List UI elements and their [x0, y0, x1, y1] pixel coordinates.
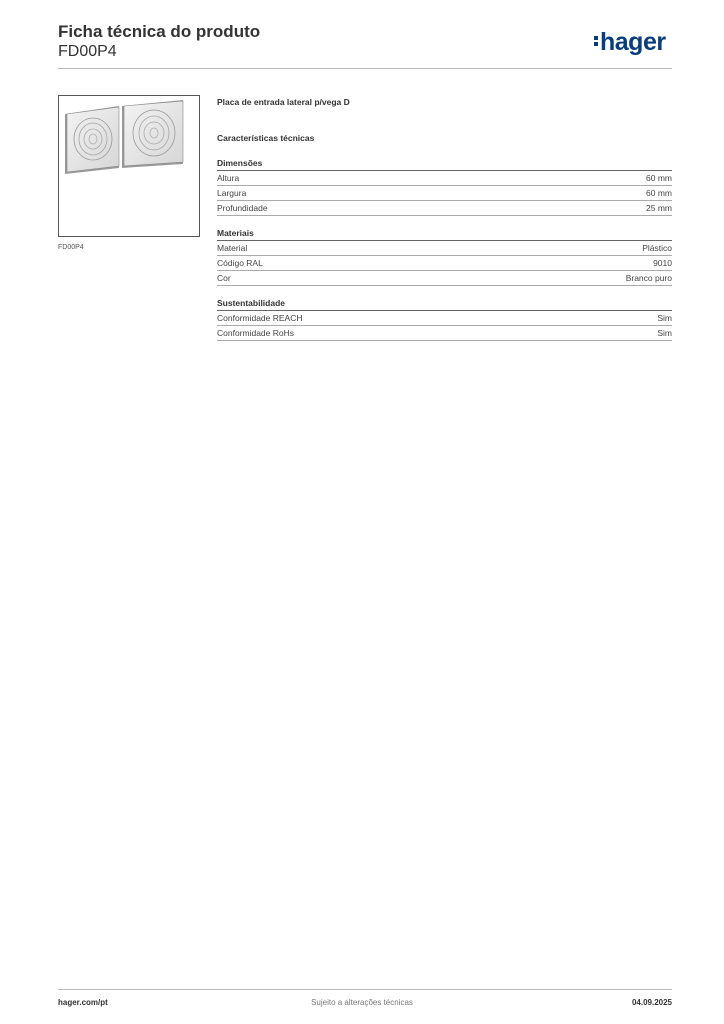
group-heading: Materiais: [217, 226, 672, 241]
spec-value: Branco puro: [625, 273, 672, 283]
spec-row: [217, 311, 672, 326]
hager-logo: [594, 27, 666, 57]
product-code: FD00P4: [58, 43, 117, 60]
cover-plates-illustration: [59, 96, 199, 236]
spec-row: [217, 171, 672, 186]
footer-website-link[interactable]: hager.com/pt: [58, 998, 108, 1007]
footer-divider: [58, 989, 672, 990]
group-heading: Sustentabilidade: [217, 296, 672, 311]
spec-row: [217, 271, 672, 286]
spec-value: 25 mm: [646, 203, 672, 213]
section-title: Características técnicas: [217, 133, 315, 143]
footer-date: 04.09.2025: [631, 998, 672, 1007]
spec-row: [217, 201, 672, 216]
left-plate: [65, 106, 119, 174]
spec-value: Sim: [657, 313, 672, 323]
product-name: Placa de entrada lateral p/vega D: [217, 97, 350, 107]
spec-value: Plástico: [642, 243, 672, 253]
header-divider: [58, 68, 672, 69]
spec-group-sustainability: [217, 296, 672, 341]
spec-row: [217, 326, 672, 341]
logo-dots-icon: [594, 34, 599, 48]
page-header: [58, 22, 260, 62]
spec-label: Código RAL: [217, 258, 263, 268]
group-heading: Dimensões: [217, 156, 672, 171]
spec-row: [217, 186, 672, 201]
document-title: Ficha técnica do produto: [58, 22, 261, 41]
spec-label: Conformidade RoHs: [217, 328, 295, 338]
spec-value: 9010: [653, 258, 672, 268]
spec-row: [217, 256, 672, 271]
product-image: [58, 95, 200, 237]
spec-value: 60 mm: [646, 173, 672, 183]
right-plate: [122, 100, 183, 168]
spec-label: Largura: [217, 188, 247, 198]
spec-content: [217, 96, 672, 341]
spec-label: Cor: [217, 273, 231, 283]
logo-text: hager: [600, 28, 666, 56]
spec-value: 60 mm: [646, 188, 672, 198]
footer-disclaimer: Sujeito a alterações técnicas: [311, 998, 413, 1007]
spec-group-materials: [217, 226, 672, 286]
spec-label: Material: [217, 243, 248, 253]
spec-group-dimensions: [217, 156, 672, 216]
spec-label: Profundidade: [217, 203, 268, 213]
spec-row: [217, 241, 672, 256]
spec-value: Sim: [657, 328, 672, 338]
image-caption: FD00P4: [58, 244, 84, 251]
spec-label: Altura: [217, 173, 240, 183]
spec-label: Conformidade REACH: [217, 313, 303, 323]
